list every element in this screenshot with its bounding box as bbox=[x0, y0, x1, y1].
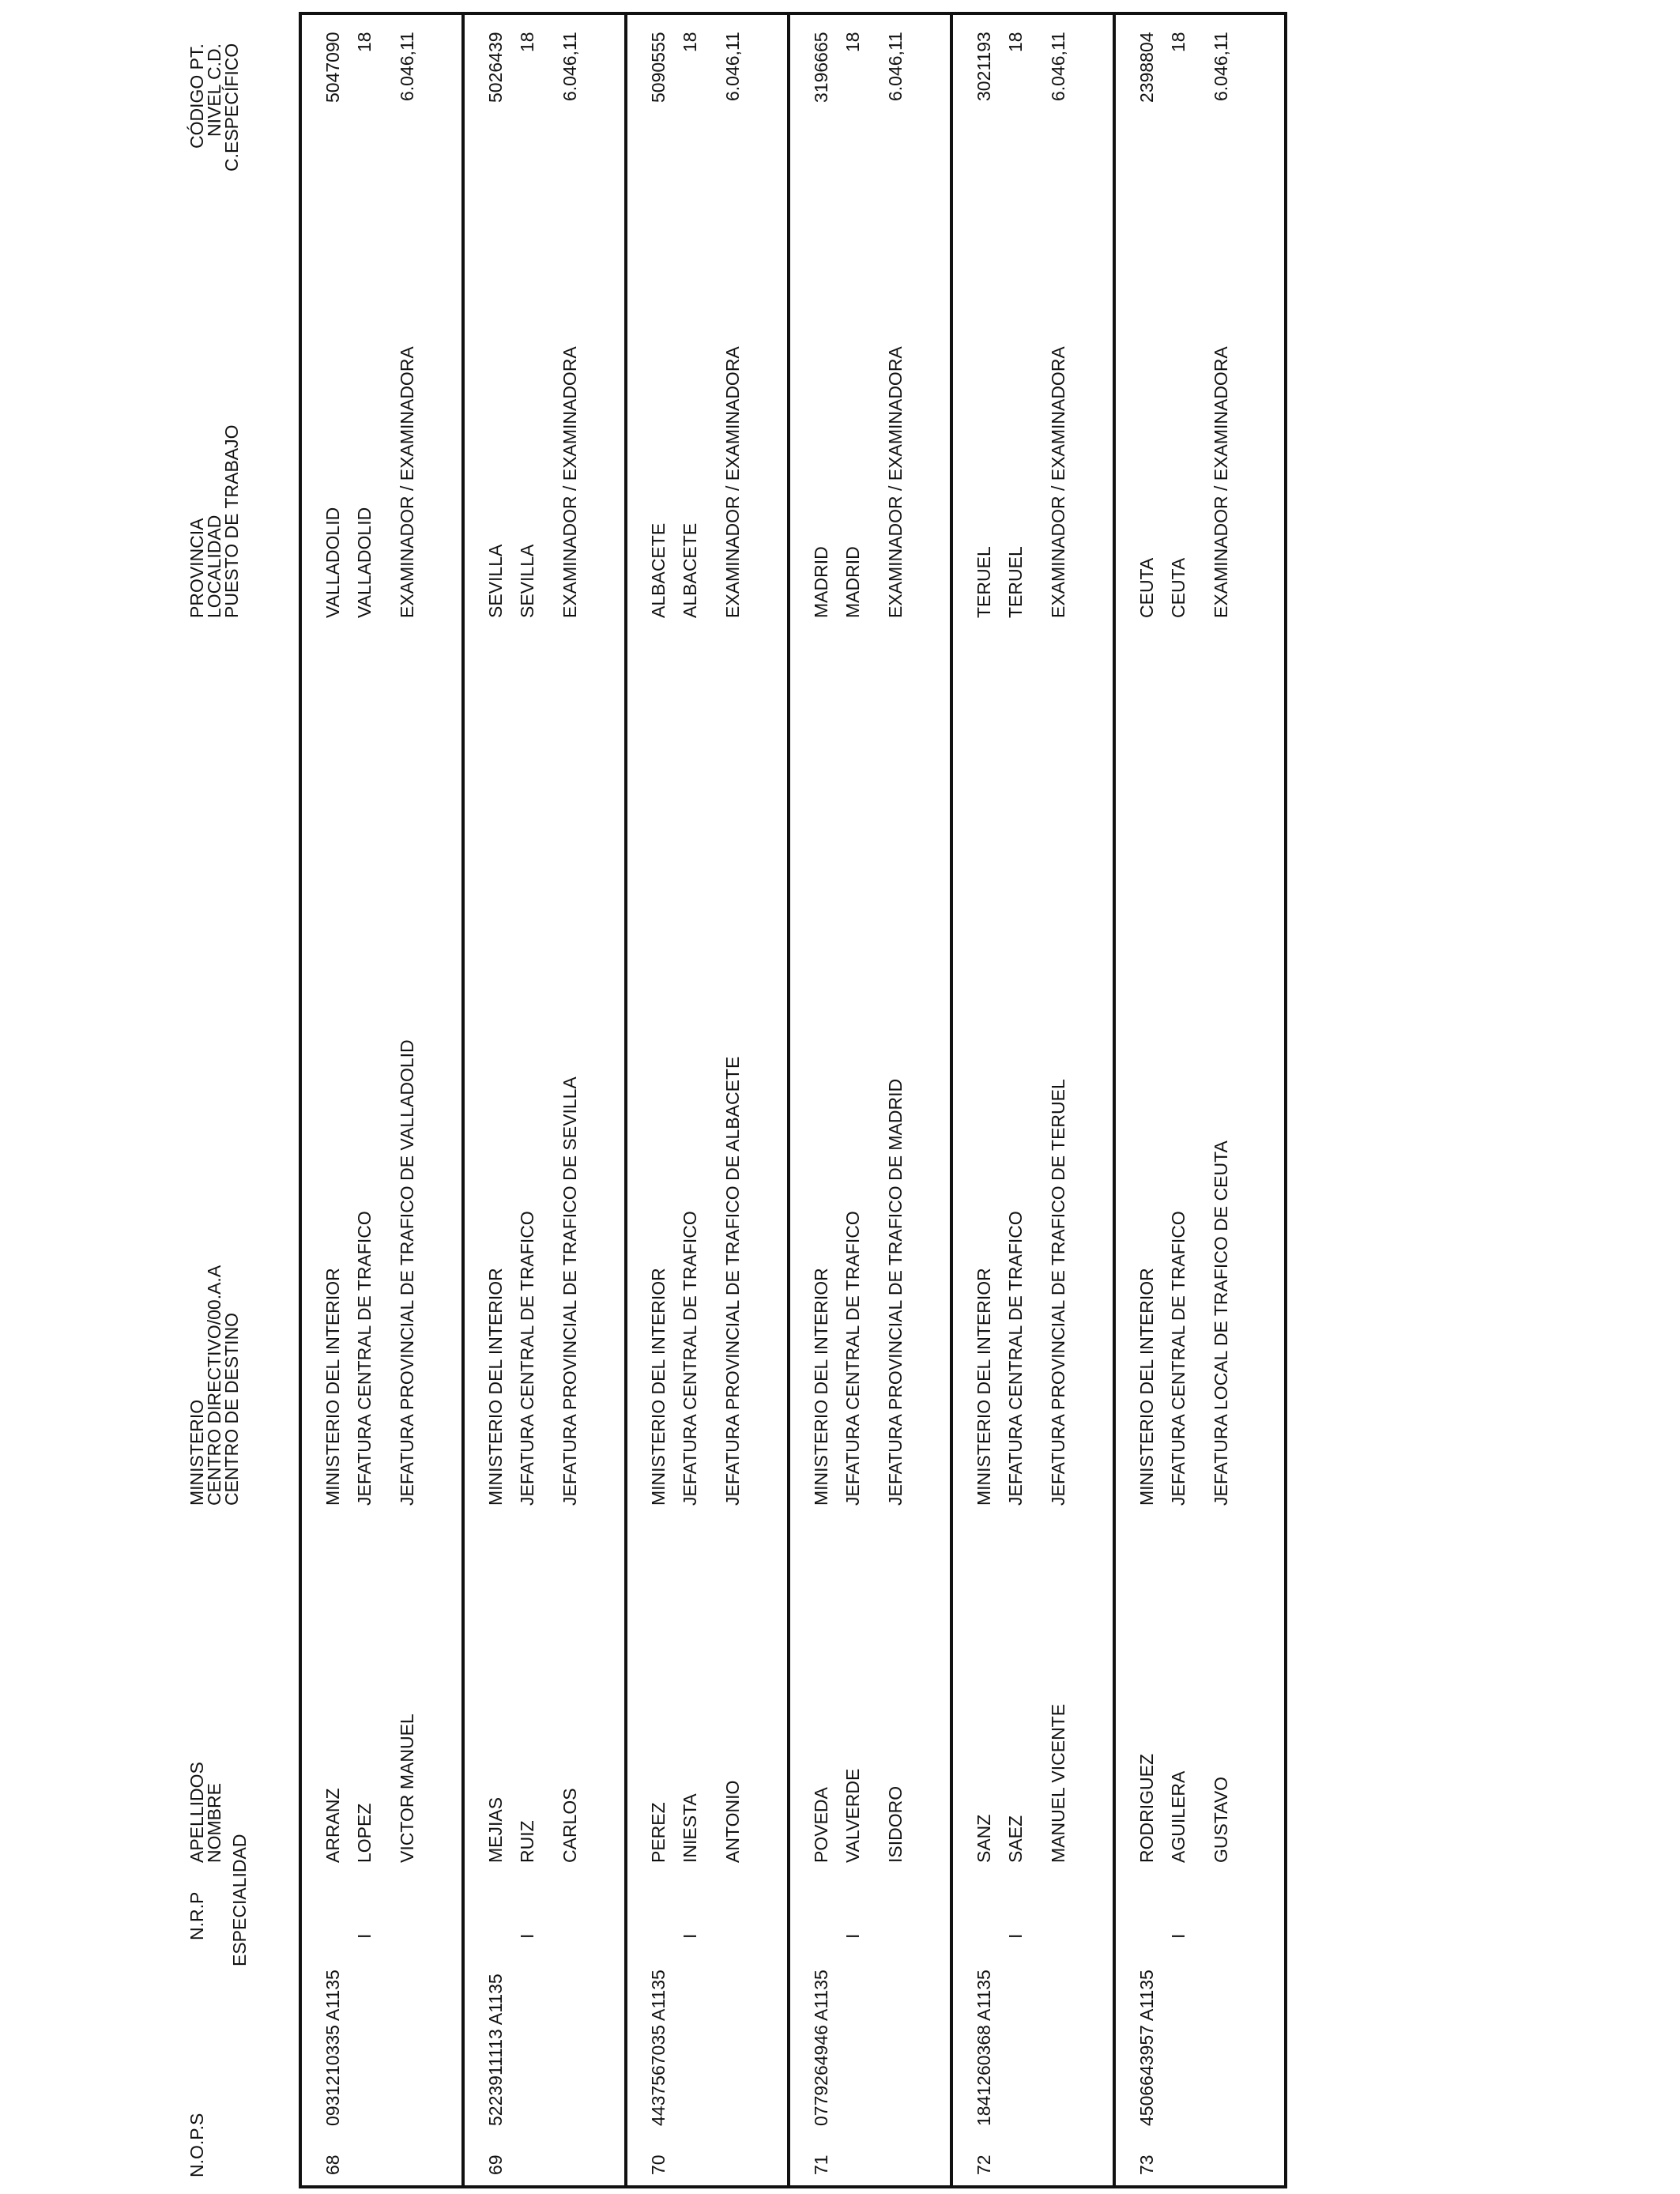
record-centro-directivo: JEFATURA CENTRAL DE TRAFICO bbox=[680, 1211, 700, 1506]
record-apellido2: AGUILERA bbox=[1168, 1770, 1188, 1863]
table-top-border bbox=[299, 12, 1284, 15]
record-puesto: EXAMINADOR / EXAMINADORA bbox=[1211, 346, 1231, 618]
record-nrp: 4437567035 A1135 bbox=[648, 1970, 669, 2126]
record-apellido1: SANZ bbox=[974, 1814, 994, 1863]
header-nops: N.O.P.S bbox=[186, 2113, 207, 2177]
record-provincia: CEUTA bbox=[1136, 557, 1157, 618]
record-ministerio: MINISTERIO DEL INTERIOR bbox=[811, 1268, 831, 1506]
record-ministerio: MINISTERIO DEL INTERIOR bbox=[322, 1268, 343, 1506]
record-ministerio: MINISTERIO DEL INTERIOR bbox=[485, 1268, 506, 1506]
record-localidad: ALBACETE bbox=[680, 522, 700, 618]
record-number: 70 bbox=[648, 2154, 669, 2175]
record-apellido1: POVEDA bbox=[811, 1787, 831, 1863]
record-especialidad: I bbox=[517, 1933, 537, 1939]
record-nombre: ANTONIO bbox=[722, 1780, 743, 1863]
header-nombre: NOMBRE bbox=[204, 1783, 224, 1863]
record-apellido2: SAEZ bbox=[1005, 1815, 1026, 1863]
record-codigo: 5047090 bbox=[322, 32, 343, 103]
record-especialidad: I bbox=[1168, 1933, 1188, 1939]
table-right-border bbox=[1284, 12, 1287, 2188]
record-nivel: 18 bbox=[517, 32, 537, 52]
record-nrp: 1841260368 A1135 bbox=[974, 1970, 994, 2126]
record-centro-directivo: JEFATURA CENTRAL DE TRAFICO bbox=[1168, 1211, 1188, 1506]
table-bottom-border bbox=[299, 2185, 1284, 2188]
record-codigo: 5026439 bbox=[485, 32, 506, 103]
record-nombre: ISIDORO bbox=[885, 1785, 906, 1863]
record-especialidad: I bbox=[680, 1933, 700, 1939]
record-especifico: 6.046,11 bbox=[1211, 32, 1231, 101]
record-puesto: EXAMINADOR / EXAMINADORA bbox=[397, 346, 417, 618]
record-apellido2: LOPEZ bbox=[354, 1803, 375, 1863]
record-ministerio: MINISTERIO DEL INTERIOR bbox=[648, 1268, 669, 1506]
record-nrp: 4506643957 A1135 bbox=[1136, 1970, 1157, 2126]
record-nivel: 18 bbox=[1168, 32, 1188, 52]
record-especifico: 6.046,11 bbox=[397, 32, 417, 101]
record-centro-destino: JEFATURA LOCAL DE TRAFICO DE CEUTA bbox=[1211, 1140, 1231, 1506]
header-especifico: C.ESPECÍFICO bbox=[221, 43, 242, 172]
record-especialidad: I bbox=[842, 1933, 863, 1939]
header-nivel: NIVEL C.D. bbox=[204, 43, 224, 137]
header-localidad: LOCALIDAD bbox=[204, 515, 224, 618]
header-nrp: N.R.P bbox=[186, 1891, 207, 1940]
record-separator bbox=[461, 12, 465, 2188]
record-puesto: EXAMINADOR / EXAMINADORA bbox=[722, 346, 743, 618]
header-centro-directivo: CENTRO DIRECTIVO/00.A.A bbox=[204, 1265, 224, 1506]
record-puesto: EXAMINADOR / EXAMINADORA bbox=[885, 346, 906, 618]
record-especifico: 6.046,11 bbox=[885, 32, 906, 101]
record-provincia: SEVILLA bbox=[485, 544, 506, 618]
record-provincia: ALBACETE bbox=[648, 522, 669, 618]
header-provincia: PROVINCIA bbox=[186, 518, 207, 618]
record-separator bbox=[624, 12, 627, 2188]
record-separator bbox=[950, 12, 953, 2188]
record-number: 73 bbox=[1136, 2154, 1157, 2175]
record-localidad: TERUEL bbox=[1005, 546, 1026, 618]
record-especialidad: I bbox=[1005, 1933, 1026, 1939]
record-nombre: GUSTAVO bbox=[1211, 1776, 1231, 1863]
record-apellido2: VALVERDE bbox=[842, 1768, 863, 1863]
record-apellido2: INIESTA bbox=[680, 1793, 700, 1863]
record-centro-directivo: JEFATURA CENTRAL DE TRAFICO bbox=[1005, 1211, 1026, 1506]
record-localidad: CEUTA bbox=[1168, 557, 1188, 618]
record-provincia: VALLADOLID bbox=[322, 507, 343, 618]
record-centro-destino: JEFATURA PROVINCIAL DE TRAFICO DE ALBACETE bbox=[722, 1056, 743, 1506]
record-provincia: TERUEL bbox=[974, 546, 994, 618]
record-separator bbox=[787, 12, 790, 2188]
record-centro-destino: JEFATURA PROVINCIAL DE TRAFICO DE SEVILLA bbox=[559, 1076, 580, 1506]
record-nivel: 18 bbox=[354, 32, 375, 52]
record-nrp: 0931210335 A1135 bbox=[322, 1970, 343, 2126]
record-centro-directivo: JEFATURA CENTRAL DE TRAFICO bbox=[842, 1211, 863, 1506]
header-centro-destino: CENTRO DE DESTINO bbox=[221, 1312, 242, 1506]
record-especialidad: I bbox=[354, 1933, 375, 1939]
record-codigo: 2398804 bbox=[1136, 32, 1157, 103]
record-codigo: 5090555 bbox=[648, 32, 669, 103]
header-ministerio: MINISTERIO bbox=[186, 1399, 207, 1506]
header-especialidad: ESPECIALIDAD bbox=[229, 1834, 250, 1966]
table-left-border bbox=[299, 12, 302, 2188]
record-apellido1: RODRIGUEZ bbox=[1136, 1754, 1157, 1863]
record-nombre: CARLOS bbox=[559, 1788, 580, 1863]
record-centro-destino: JEFATURA PROVINCIAL DE TRAFICO DE VALLADOLID bbox=[397, 1039, 417, 1506]
record-apellido1: MEJIAS bbox=[485, 1796, 506, 1863]
record-centro-destino: JEFATURA PROVINCIAL DE TRAFICO DE MADRID bbox=[885, 1078, 906, 1506]
header-apellidos: APELLIDOS bbox=[186, 1762, 207, 1863]
record-codigo: 3196665 bbox=[811, 32, 831, 103]
record-nivel: 18 bbox=[680, 32, 700, 52]
record-especifico: 6.046,11 bbox=[1048, 32, 1068, 101]
record-number: 69 bbox=[485, 2154, 506, 2175]
record-separator bbox=[1113, 12, 1116, 2188]
record-nivel: 18 bbox=[1005, 32, 1026, 52]
record-puesto: EXAMINADOR / EXAMINADORA bbox=[1048, 346, 1068, 618]
record-nombre: VICTOR MANUEL bbox=[397, 1713, 417, 1863]
record-nrp: 5223911113 A1135 bbox=[485, 1973, 506, 2126]
record-ministerio: MINISTERIO DEL INTERIOR bbox=[974, 1268, 994, 1506]
record-number: 68 bbox=[322, 2154, 343, 2175]
record-localidad: MADRID bbox=[842, 546, 863, 618]
record-puesto: EXAMINADOR / EXAMINADORA bbox=[559, 346, 580, 618]
record-centro-directivo: JEFATURA CENTRAL DE TRAFICO bbox=[517, 1211, 537, 1506]
record-number: 72 bbox=[974, 2154, 994, 2175]
record-number: 71 bbox=[811, 2154, 831, 2175]
record-especifico: 6.046,11 bbox=[559, 32, 580, 101]
record-apellido2: RUIZ bbox=[517, 1820, 537, 1863]
record-provincia: MADRID bbox=[811, 546, 831, 618]
record-apellido1: PEREZ bbox=[648, 1802, 669, 1863]
record-nombre: MANUEL VICENTE bbox=[1048, 1703, 1068, 1863]
record-centro-directivo: JEFATURA CENTRAL DE TRAFICO bbox=[354, 1211, 375, 1506]
record-localidad: VALLADOLID bbox=[354, 507, 375, 618]
record-codigo: 3021193 bbox=[974, 32, 994, 101]
header-codigo: CÓDIGO PT. bbox=[186, 43, 207, 149]
record-nivel: 18 bbox=[842, 32, 863, 52]
header-puesto: PUESTO DE TRABAJO bbox=[221, 424, 242, 618]
record-localidad: SEVILLA bbox=[517, 544, 537, 618]
record-ministerio: MINISTERIO DEL INTERIOR bbox=[1136, 1268, 1157, 1506]
record-especifico: 6.046,11 bbox=[722, 32, 743, 101]
record-centro-destino: JEFATURA PROVINCIAL DE TRAFICO DE TERUEL bbox=[1048, 1079, 1068, 1506]
record-nrp: 0779264946 A1135 bbox=[811, 1970, 831, 2126]
record-apellido1: ARRANZ bbox=[322, 1788, 343, 1863]
